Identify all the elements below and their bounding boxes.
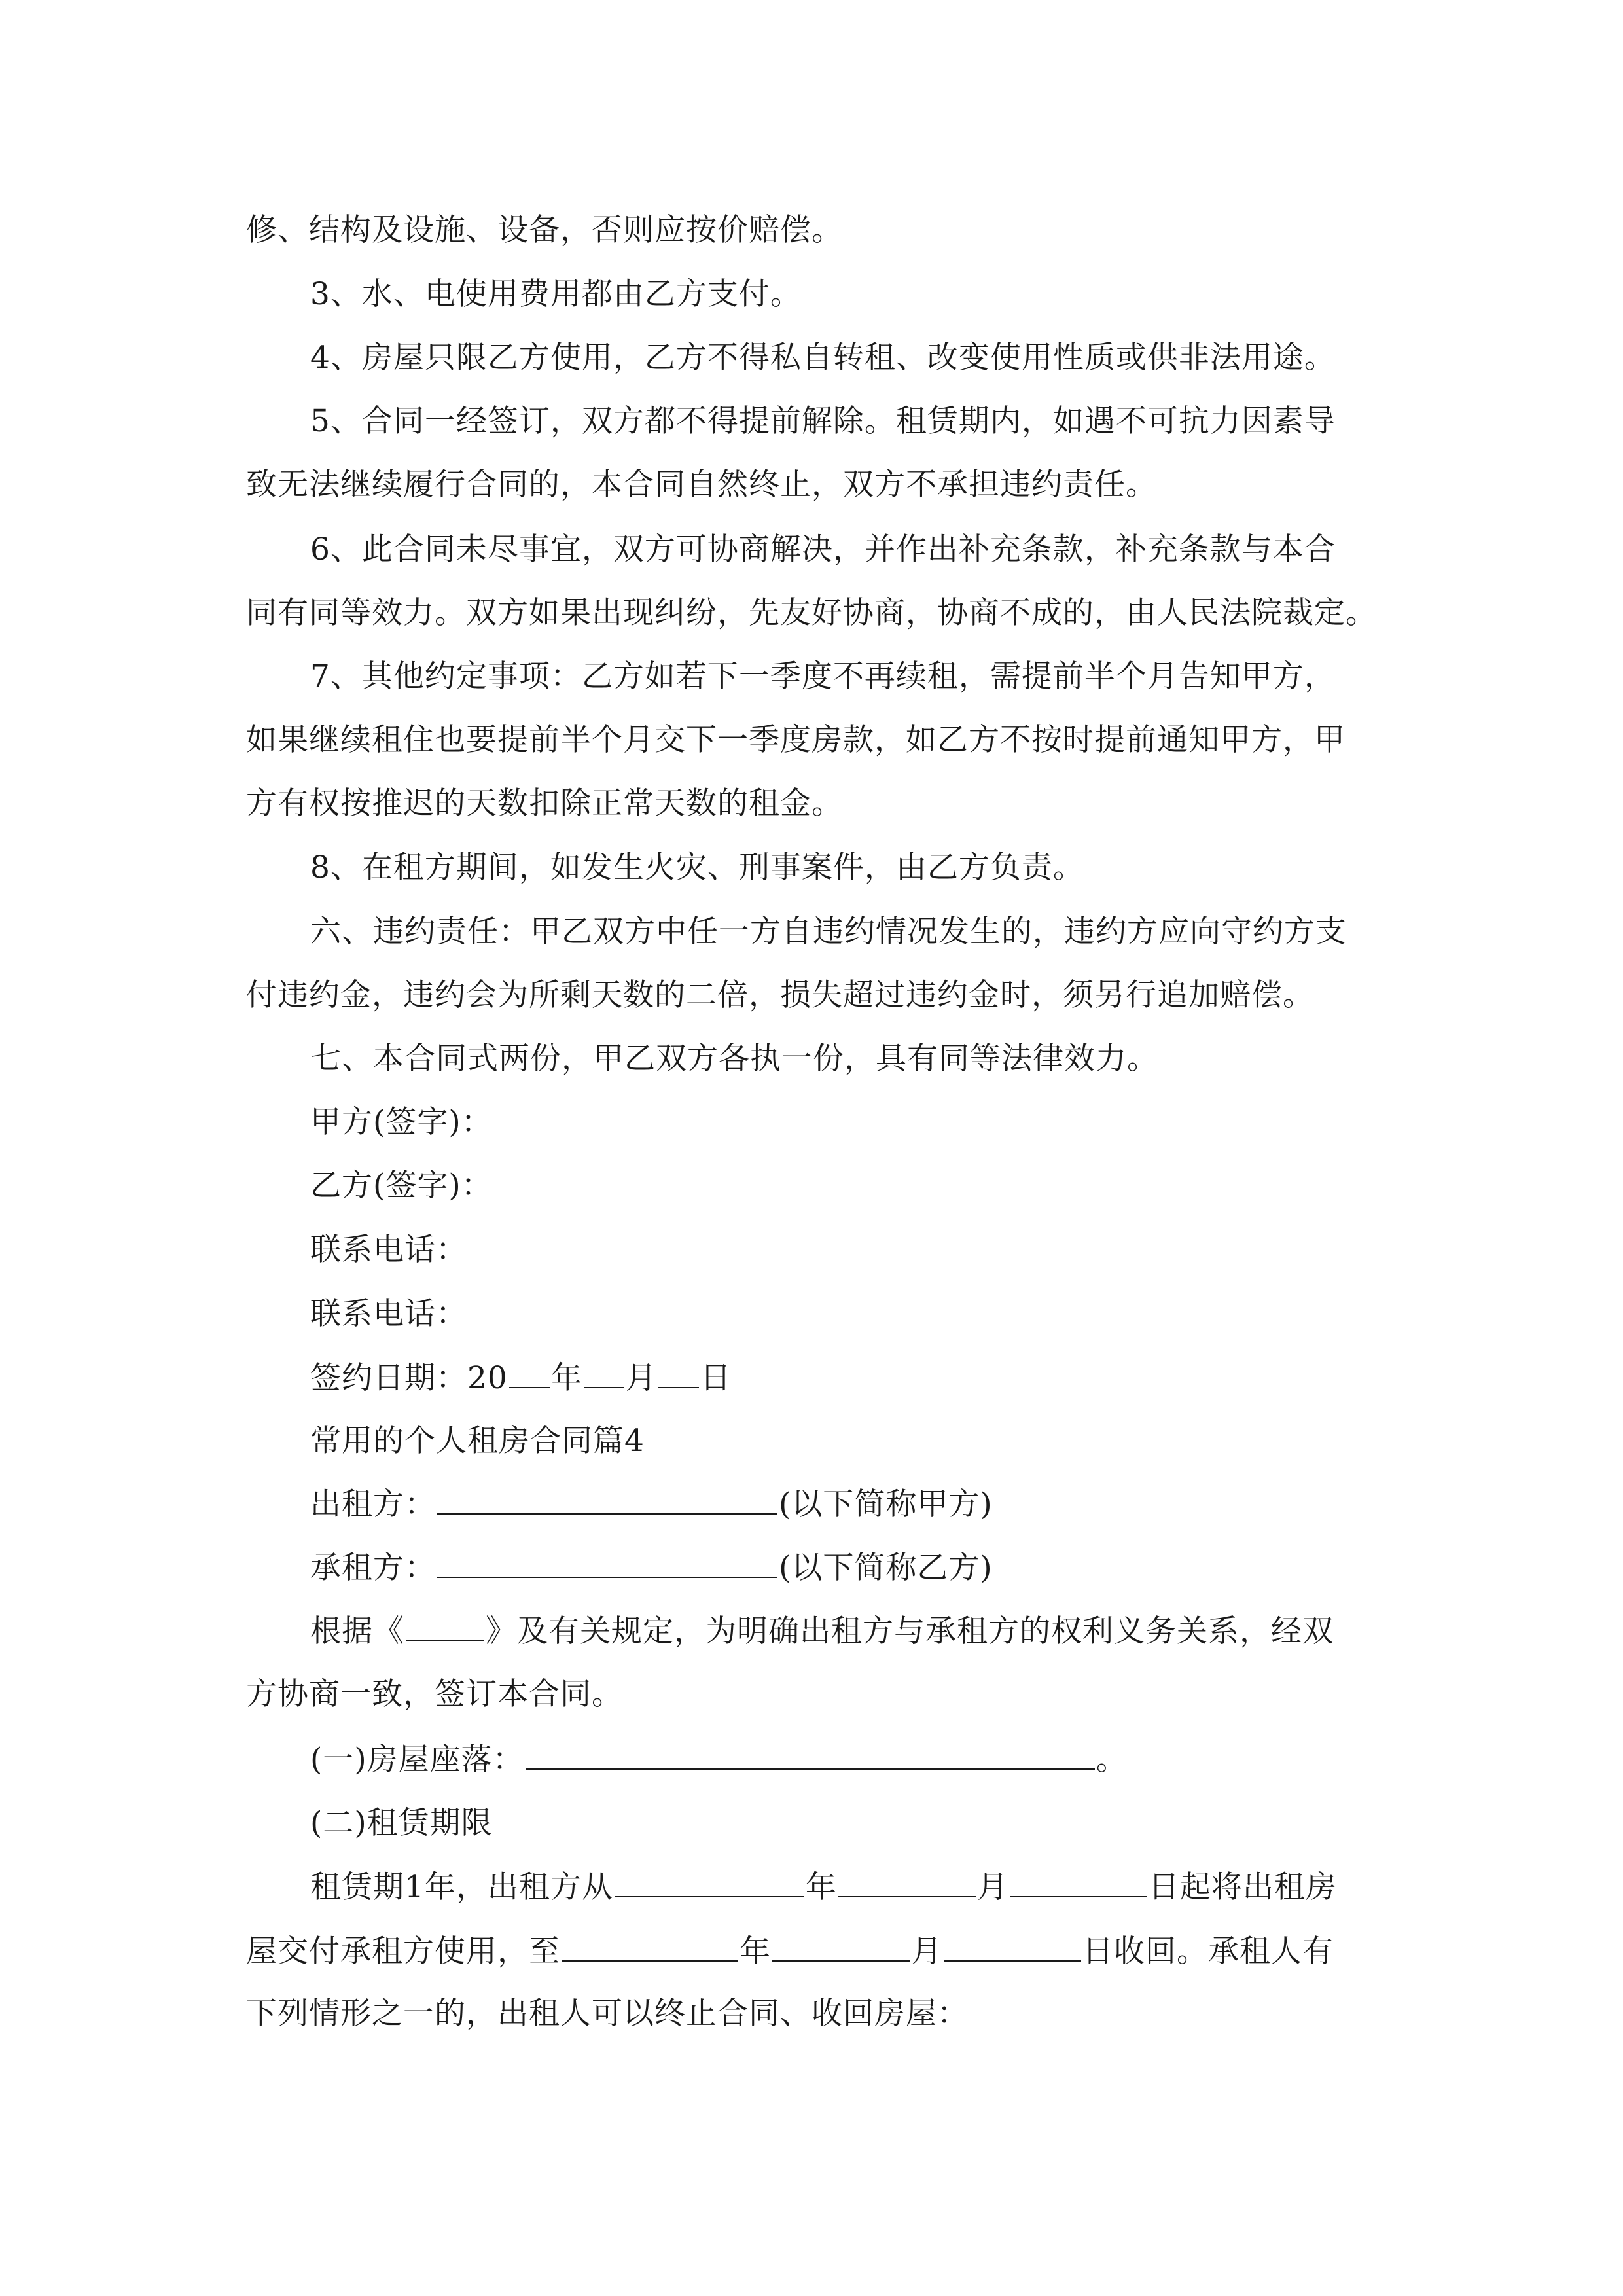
lessee-suffix: (以下简称乙方)	[779, 1550, 993, 1586]
term-year: 年	[805, 1869, 837, 1905]
breach-clause: 六、违约责任：甲乙双方中任一方自违约情况发生的，违约方应向守约方支	[310, 914, 1347, 950]
term-month: 月	[976, 1869, 1008, 1905]
blank-line	[838, 1867, 976, 1897]
term-line-3: 下列情形之一的，出租人可以终止合同、收回房屋：	[246, 1996, 969, 2032]
blank-line	[584, 1358, 624, 1388]
paragraph-line: 修、结构及设施、设备，否则应按价赔偿。	[246, 212, 843, 248]
clause-7-cont: 如果继续租住也要提前半个月交下一季度房款，如乙方不按时提前通知甲方，甲	[246, 722, 1346, 758]
signing-date	[310, 1358, 732, 1398]
basis-prefix: 根据《	[310, 1613, 404, 1649]
location-line	[310, 1740, 1128, 1780]
contact-phone: 联系电话：	[310, 1232, 467, 1268]
blank-line	[562, 1931, 738, 1962]
term-month-2: 月	[911, 1933, 942, 1969]
blank-line	[406, 1611, 484, 1641]
term-prefix-2: 屋交付承租方使用，至	[246, 1933, 560, 1969]
basis-suffix: 》及有关规定，为明确出租方与承租方的权利义务关系，经双	[486, 1613, 1334, 1649]
term-title: (二)租赁期限	[310, 1805, 493, 1841]
signing-date-label: 签约日期：20	[310, 1360, 508, 1396]
date-year: 年	[550, 1360, 582, 1396]
party-a-signature: 甲方(签字)：	[310, 1104, 493, 1140]
location-label: (一)房屋座落：	[310, 1742, 524, 1778]
blank-line	[437, 1484, 777, 1515]
term-suffix: 日起将出租房	[1148, 1869, 1337, 1905]
date-day: 日	[700, 1360, 732, 1396]
breach-clause-cont: 付违约金，违约会为所剩天数的二倍，损失超过违约金时，须另行追加赔偿。	[246, 977, 1314, 1013]
clause-3: 3、水、电使用费用都由乙方支付。	[310, 276, 802, 312]
party-b-signature: 乙方(签字)：	[310, 1168, 493, 1204]
contact-phone: 联系电话：	[310, 1296, 467, 1332]
blank-line	[772, 1931, 910, 1962]
lessor-label: 出租方：	[310, 1486, 436, 1522]
lessor-suffix: (以下简称甲方)	[779, 1486, 993, 1522]
copies-clause: 七、本合同式两份，甲乙双方各执一份，具有同等法律效力。	[310, 1041, 1158, 1077]
blank-line	[615, 1867, 804, 1897]
lessee-line	[310, 1548, 993, 1588]
blank-line	[1010, 1867, 1147, 1897]
location-end: 。	[1096, 1742, 1128, 1778]
blank-line	[944, 1931, 1081, 1962]
term-suffix-2: 日收回。承租人有	[1082, 1933, 1334, 1969]
basis-line-cont: 方协商一致，签订本合同。	[246, 1676, 623, 1712]
clause-7-cont: 方有权按推迟的天数扣除正常天数的租金。	[246, 785, 843, 821]
clause-5: 5、合同一经签订，双方都不得提前解除。租赁期内，如遇不可抗力因素导	[310, 403, 1336, 439]
section-title: 常用的个人租房合同篇4	[310, 1423, 645, 1459]
clause-6: 6、此合同未尽事宜，双方可协商解决，并作出补充条款，补充条款与本合	[310, 531, 1336, 567]
term-line-2	[246, 1931, 1334, 1971]
clause-6-cont: 同有同等效力。双方如果出现纠纷，先友好协商，协商不成的，由人民法院裁定。	[246, 595, 1377, 631]
date-month: 月	[625, 1360, 657, 1396]
lessee-label: 承租方：	[310, 1550, 436, 1586]
blank-line	[526, 1740, 1095, 1770]
clause-4: 4、房屋只限乙方使用，乙方不得私自转租、改变使用性质或供非法用途。	[310, 340, 1336, 376]
term-line-1	[310, 1867, 1337, 1907]
term-year-2: 年	[740, 1933, 771, 1969]
term-prefix: 租赁期1年，出租方从	[310, 1869, 613, 1905]
clause-7: 7、其他约定事项：乙方如若下一季度不再续租，需提前半个月告知甲方，	[310, 658, 1336, 694]
basis-line	[310, 1611, 1334, 1651]
lessor-line	[310, 1484, 993, 1524]
blank-line	[509, 1358, 550, 1388]
blank-line	[437, 1548, 777, 1578]
clause-8: 8、在租方期间，如发生火灾、刑事案件，由乙方负责。	[310, 850, 1084, 886]
blank-line	[658, 1358, 699, 1388]
clause-5-cont: 致无法继续履行合同的，本合同自然终止，双方不承担违约责任。	[246, 467, 1157, 503]
